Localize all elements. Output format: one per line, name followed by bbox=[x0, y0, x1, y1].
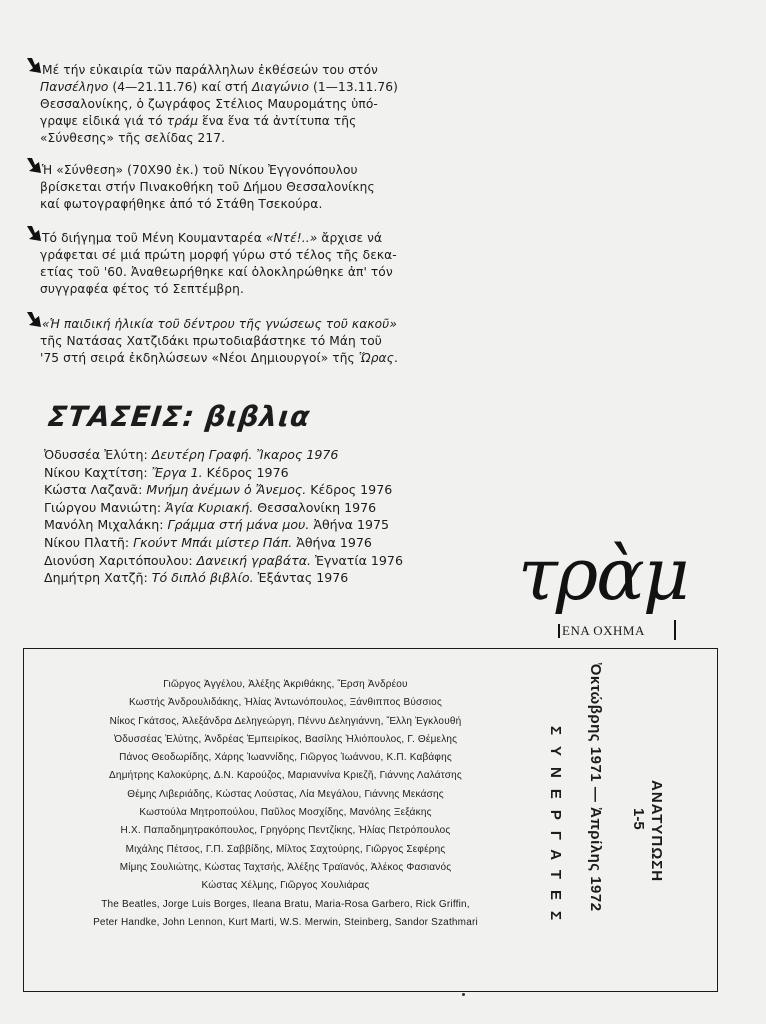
tram-logo bbox=[514, 532, 734, 645]
note-line bbox=[40, 333, 432, 350]
bullet-arrow-icon bbox=[26, 225, 42, 242]
book-title: Γράμμα στή μάνα μου. bbox=[167, 517, 310, 533]
contributor-line: Νίκος Γκάτσος, Ἀλεξάνδρα Δεληγεώργη, Πέννυ Δεληγιάννη, Ἔλλη Ἐγκλουθή bbox=[109, 715, 462, 727]
note-text: Μέ τήν εὐκαιρία τῶν παράλληλων ἐκθέσεών του στόν bbox=[42, 63, 378, 77]
bullet-arrow-icon bbox=[26, 311, 42, 328]
note-text: . bbox=[393, 351, 398, 365]
note-text: ἕνα ἕνα τά ἀντίτυπα τῆς bbox=[198, 114, 357, 128]
note-text: Διαγώνιο bbox=[251, 80, 310, 94]
note-line bbox=[40, 316, 432, 333]
note-line bbox=[40, 281, 432, 298]
book-author: Ὀδυσσέα Ἐλύτη: bbox=[44, 447, 152, 462]
book-publisher: Ἐξάντας 1976 bbox=[253, 570, 349, 586]
book-entry bbox=[44, 552, 444, 570]
book-list bbox=[44, 446, 444, 587]
note-line bbox=[40, 264, 432, 281]
book-entry bbox=[44, 446, 444, 464]
note-text: γραψε εἰδικά γιά τό bbox=[40, 114, 167, 128]
collaborators-heading: ΣΥΝΕΡΓΑΤΕΣ bbox=[547, 726, 564, 931]
note-line bbox=[40, 179, 432, 196]
note-text: βρίσκεται στήν Πινακοθήκη τοῦ Δήμου Θεσσαλονίκης bbox=[40, 180, 375, 194]
note-line bbox=[40, 247, 432, 264]
contributor-line: Κωστούλα Μητροπούλου, Παῦλος Μοσχίδης, Μανόλης Ξεξάκης bbox=[139, 807, 432, 819]
note-text: ετίας τοῦ '60. Ἀναθεωρήθηκε καί ὁλοκληρώθηκε ἀπ' τόν bbox=[40, 265, 393, 279]
note-line bbox=[40, 230, 432, 247]
book-publisher: Κέδρος 1976 bbox=[202, 464, 289, 480]
note-text: τράμ bbox=[166, 114, 199, 128]
book-author: Νίκου Καχτίτση: bbox=[44, 464, 152, 480]
contributor-line: The Beatles, Jorge Luis Borges, Ileana Bratu, Maria-Rosa Garbero, Rick Griffin, bbox=[101, 898, 470, 910]
book-publisher: Θεσσαλονίκη 1976 bbox=[253, 499, 377, 515]
page-speck bbox=[462, 993, 465, 996]
note-text: (1—13.11.76) bbox=[309, 80, 398, 94]
logo-rule bbox=[674, 620, 676, 640]
note-text: ἄρχισε νά bbox=[317, 231, 383, 245]
book-author: Μανόλη Μιχαλάκη: bbox=[44, 517, 168, 533]
note-line bbox=[40, 130, 432, 147]
book-title: Γκούντ Μπάι μίστερ Πάπ. bbox=[133, 534, 293, 550]
note-text: Πανσέληνο bbox=[40, 80, 109, 94]
section-title: ΣΤΑΣΕΙΣ: βιβλια bbox=[46, 400, 313, 433]
note-text: γράφεται σέ μιά πρώτη μορφή γύρω στό τέλος τῆς δεκα- bbox=[40, 248, 397, 262]
contributors-box bbox=[23, 648, 718, 992]
note-line bbox=[40, 113, 432, 130]
contributor-line: Η.Χ. Παπαδημητρακόπουλος, Γρηγόρης Πεντζίκης, Ἠλίας Πετρόπουλος bbox=[120, 825, 451, 837]
bullet-arrow-icon bbox=[26, 57, 42, 74]
bullet-arrow-icon bbox=[26, 157, 42, 174]
book-entry bbox=[44, 516, 444, 534]
note-text: τῆς Νατάσας Χατζιδάκι πρωτοδιαβάστηκε τό Μάη τοῦ bbox=[40, 334, 382, 348]
book-publisher: Κέδρος 1976 bbox=[306, 482, 393, 498]
contributor-line: Δημήτρης Καλοκύρης, Δ.Ν. Καρούζος, Μαριαννίνα Κριεζῆ, Γιάννης Λαλάτσης bbox=[109, 770, 462, 782]
contributors-list bbox=[48, 676, 523, 932]
note-text: (4—21.11.76) καί στή bbox=[108, 80, 252, 94]
note-text: Θεσσαλονίκης, ὁ ζωγράφος Στέλιος Μαυρομάτης ὑπό- bbox=[40, 97, 378, 111]
book-publisher: Ἀθήνα 1975 bbox=[309, 517, 390, 533]
date-range: Ὀκτώβρης 1971 — Ἀπρίλης 1972 bbox=[587, 663, 604, 912]
contributor-line: Μιχάλης Πέτσος, Γ.Π. Σαββίδης, Μίλτος Σαχτούρης, Γιῶργος Σεφέρης bbox=[125, 843, 446, 855]
book-entry bbox=[44, 569, 444, 587]
book-author: Κώστα Λαζανᾶ: bbox=[44, 482, 147, 498]
note-item bbox=[40, 316, 432, 367]
note-item bbox=[40, 62, 432, 147]
note-text: καί φωτογραφήθηκε ἀπό τό Στάθη Τσεκούρα. bbox=[40, 197, 323, 211]
contributor-line: Πάνος Θεοδωρίδης, Χάρης Ἰωαννίδης, Γιῶργος Ἰωάννου, Κ.Π. Καβάφης bbox=[119, 752, 452, 764]
issue-range: 1-5 bbox=[630, 808, 647, 830]
note-item bbox=[40, 230, 432, 298]
book-entry bbox=[44, 499, 444, 517]
logo-subtitle: ΕΝΑ ΟΧΗΜΑ bbox=[558, 624, 645, 638]
book-publisher: Ἐγνατία 1976 bbox=[311, 552, 403, 568]
book-title: Δευτέρη Γραφή. Ἴκαρος 1976 bbox=[151, 447, 339, 462]
reprint-label: ΑΝΑΤΥΠΩΣΗ bbox=[648, 780, 665, 883]
book-title: Δανεική γραβάτα. bbox=[196, 552, 312, 568]
note-line bbox=[40, 79, 432, 96]
book-author: Γιώργου Μανιώτη: bbox=[44, 499, 166, 515]
contributor-line: Μίμης Σουλιώτης, Κώστας Ταχτσής, Ἀλέξης Τραϊανός, Ἀλέκος Φασιανός bbox=[119, 861, 452, 873]
note-text: «Ἡ παιδική ἡλικία τοῦ δέντρου τῆς γνώσεως τοῦ κακοῦ» bbox=[42, 317, 397, 331]
book-title: Ἔργα 1. bbox=[151, 464, 203, 480]
note-text: «Ντέ!..» bbox=[265, 231, 318, 245]
contributor-line: Θέμης Λιβεριάδης, Κώστας Λούστας, Λία Μεγάλου, Γιάννης Μεκάσης bbox=[127, 788, 444, 800]
note-item bbox=[40, 162, 432, 213]
note-line bbox=[40, 62, 432, 79]
note-text: συγγραφέα φέτος τό Σεπτέμβρη. bbox=[40, 282, 244, 296]
note-text: Ἡ «Σύνθεση» (70Χ90 ἐκ.) τοῦ Νίκου Ἐγγονόπουλου bbox=[42, 163, 358, 177]
note-line bbox=[40, 350, 432, 367]
book-title: Μνήμη ἀνέμων ὁ Ἄνεμος. bbox=[146, 482, 307, 498]
contributor-line: Peter Handke, John Lennon, Kurt Marti, W.S. Merwin, Steinberg, Sandor Szathmari bbox=[93, 916, 478, 928]
note-text: '75 στή σειρά ἐκδηλώσεων «Νέοι Δημιουργοί» τῆς bbox=[40, 351, 359, 365]
book-entry bbox=[44, 464, 444, 482]
book-author: Διονύση Χαριτόπουλου: bbox=[44, 552, 197, 568]
book-author: Νίκου Πλατῆ: bbox=[44, 534, 134, 550]
note-line bbox=[40, 196, 432, 213]
contributor-line: Ὀδυσσέας Ἐλύτης, Ἀνδρέας Ἐμπειρίκος, Βασίλης Ἠλιόπουλος, Γ. Θέμελης bbox=[113, 733, 458, 745]
note-text: Τό διήγημα τοῦ Μένη Κουμανταρέα bbox=[42, 231, 266, 245]
contributor-line: Κώστας Χέλμης, Γιῶργος Χουλιάρας bbox=[201, 880, 370, 892]
book-author: Δημήτρη Χατζῆ: bbox=[44, 570, 152, 586]
note-line bbox=[40, 162, 432, 179]
book-title: Ἁγία Κυριακή. bbox=[165, 499, 254, 515]
note-text: Ὥρας bbox=[358, 351, 394, 365]
book-entry bbox=[44, 534, 444, 552]
contributor-line: Γιῶργος Ἀγγέλου, Ἀλέξης Ἀκριθάκης, Ἔρση Ἀνδρέου bbox=[163, 679, 408, 690]
book-title: Τό διπλό βιβλίο. bbox=[151, 570, 254, 586]
contributor-line: Κωστής Ἀνδρουλιδάκης, Ἠλίας Ἀντωνόπουλος, Ξάνθιππος Βύσσιος bbox=[129, 697, 442, 709]
logo-word: τρὰμ bbox=[518, 532, 688, 616]
book-entry bbox=[44, 481, 444, 499]
note-line bbox=[40, 96, 432, 113]
book-publisher: Ἀθήνα 1976 bbox=[292, 534, 372, 550]
note-text: «Σύνθεσης» τῆς σελίδας 217. bbox=[40, 131, 226, 145]
